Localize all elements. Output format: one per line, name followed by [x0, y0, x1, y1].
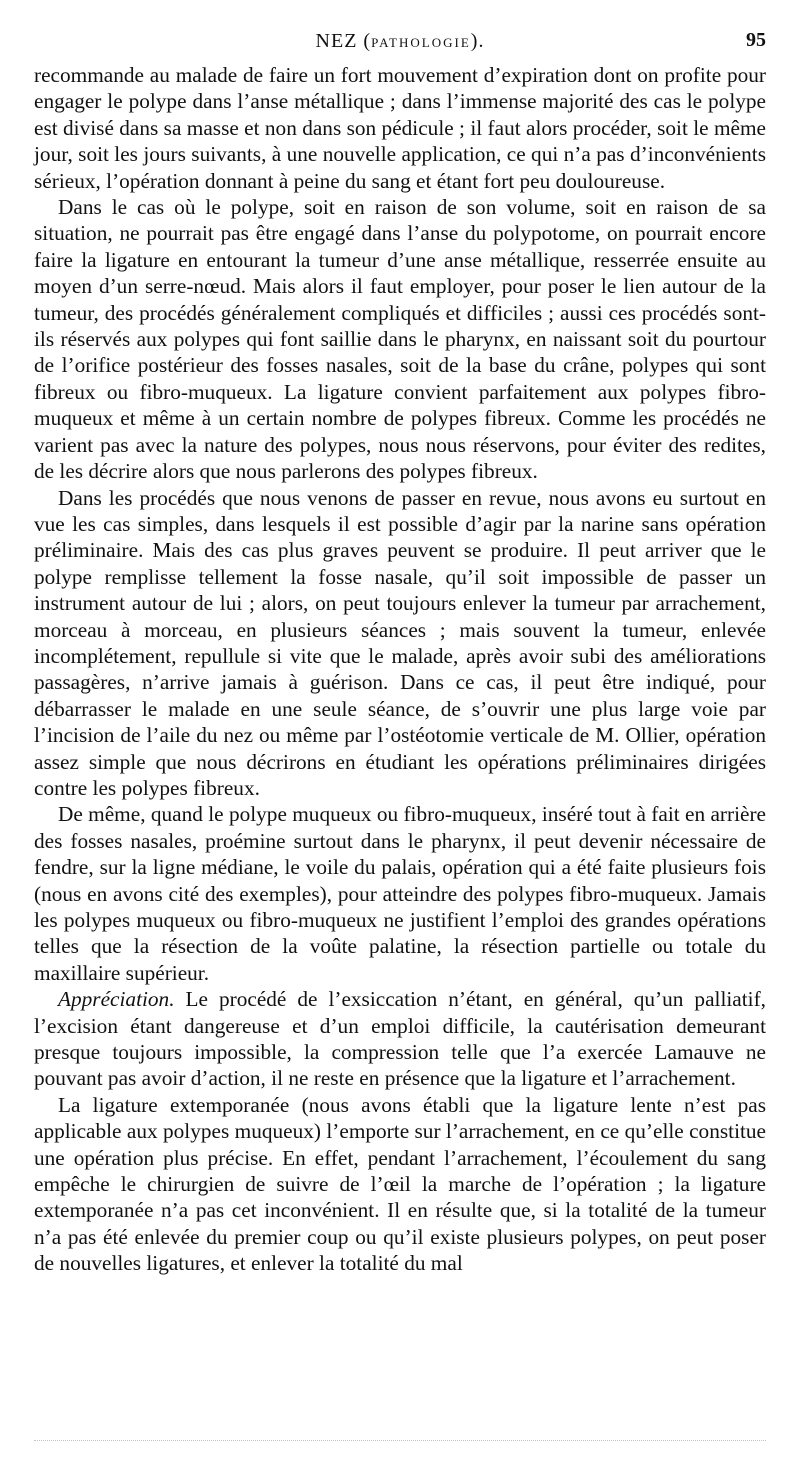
running-title [34, 30, 766, 53]
paragraph [34, 1092, 766, 1277]
body-text [34, 62, 766, 1277]
paragraph [34, 194, 766, 484]
paragraph-text: Le procédé de l’exsiccation n’étant, en général, qu’un palliatif, l’excision étant dangereuse et d’un emploi difficile, la cautérisation demeurant presque toujours impossible, la compression telle que l’a exercée Lamauve ne pouvant pas avoir d’action, il ne reste en présence que la ligature et l’arrachement. [34, 987, 766, 1091]
paragraph-lead: Appréciation. [58, 987, 175, 1012]
running-head [34, 0, 766, 62]
page-number: 95 [746, 29, 766, 51]
paragraph-text: recommande au malade de faire un fort mouvement d’expiration dont on profite pour engager le polype dans l’anse métallique ; dans l’immense majorité des cas le polype est divisé dans sa masse et non dans son pédicule ; il faut alors procéder, soit le même jour, soit les jours suivants, à une nouvelle application, ce qui n’a pas d’inconvénients sérieux, l’opération donnant à peine du sang et étant fort peu douloureuse. [34, 63, 766, 193]
paragraph [34, 986, 766, 1092]
paragraph [34, 801, 766, 986]
running-title-end: ). [470, 30, 485, 52]
paragraph-text: Dans le cas où le polype, soit en raison de son volume, soit en raison de sa situation, ne pourrait pas être engagé dans l’anse du polypotome, on pourrait encore faire la ligature en entourant la tumeur d’une anse métallique, resserrée ensuite au moyen d’un serre-nœud. Mais alors il faut employer, pour poser le lien autour de la tumeur, des procédés généralement compliqués et difficiles ; aussi ces procédés sont-ils réservés aux polypes qui font saillie dans le pharynx, en naissant soit du pourtour de l’orifice postérieur des fosses nasales, soit de la base du crâne, polypes qui sont fibreux ou fibro-muqueux. La ligature convient parfaitement aux polypes fibro-muqueux et même à un certain nombre de polypes fibreux. Comme les procédés ne varient pas avec la nature des polypes, nous nous réservons, pour éviter des redites, de les décrire alors que nous parlerons des polypes fibreux. [34, 195, 766, 484]
running-title-subtitle: PATHOLOGIE [371, 35, 471, 50]
paragraph-text: La ligature extemporanée (nous avons établi que la ligature lente n’est pas applicable aux polypes muqueux) l’emporte sur l’arrachement, en ce qu’elle constitue une opération plus précise. En effet, pendant l’arrachement, l’écoulement du sang empêche le chirurgien de suivre de l’œil la marche de l’opération ; la ligature extemporanée n’a pas cet inconvénient. Il en résulte que, si la totalité de la tumeur n’a pas été enlevée du premier coup ou qu’il existe plusieurs polypes, on peut poser de nouvelles ligatures, et enlever la totalité du mal [34, 1092, 766, 1276]
book-page [34, 0, 766, 1479]
paragraph-text: Dans les procédés que nous venons de passer en revue, nous avons eu surtout en vue les cas simples, dans lesquels il est possible d’agir par la narine sans opération préliminaire. Mais des cas plus graves peuvent se produire. Il peut arriver que le polype remplisse tellement la fosse nasale, qu’il soit impossible de passer un instrument autour de lui ; alors, on peut toujours enlever la tumeur par arrachement, morceau à morceau, en plusieurs séances ; mais souvent la tumeur, enlevée incomplétement, repullule si vite que le malade, après avoir subi des améliorations passagères, n’arrive jamais à guérison. Dans ce cas, il peut être indiqué, pour débarrasser le malade en une seule séance, de s’ouvrir une plus large voie par l’incision de l’aile du nez ou même par l’ostéotomie verticale de M. Ollier, opération assez simple que nous décrirons en étudiant les opérations préliminaires dirigées contre les polypes fibreux. [34, 485, 766, 800]
paragraph [34, 485, 766, 802]
paragraph [34, 62, 766, 194]
footer-rule [34, 1440, 766, 1441]
running-title-main: NEZ ( [315, 30, 372, 52]
paragraph-text: De même, quand le polype muqueux ou fibro-muqueux, inséré tout à fait en arrière des fosses nasales, proémine surtout dans le pharynx, il peut devenir nécessaire de fendre, sur la ligne médiane, le voile du palais, opération qui a été faite plusieurs fois (nous en avons cité des exemples), pour atteindre des polypes fibro-muqueux. Jamais les polypes muqueux ou fibro-muqueux ne justifient l’emploi des grandes opérations telles que la résection de la voûte palatine, la résection partielle ou totale du maxillaire supérieur. [34, 802, 766, 985]
